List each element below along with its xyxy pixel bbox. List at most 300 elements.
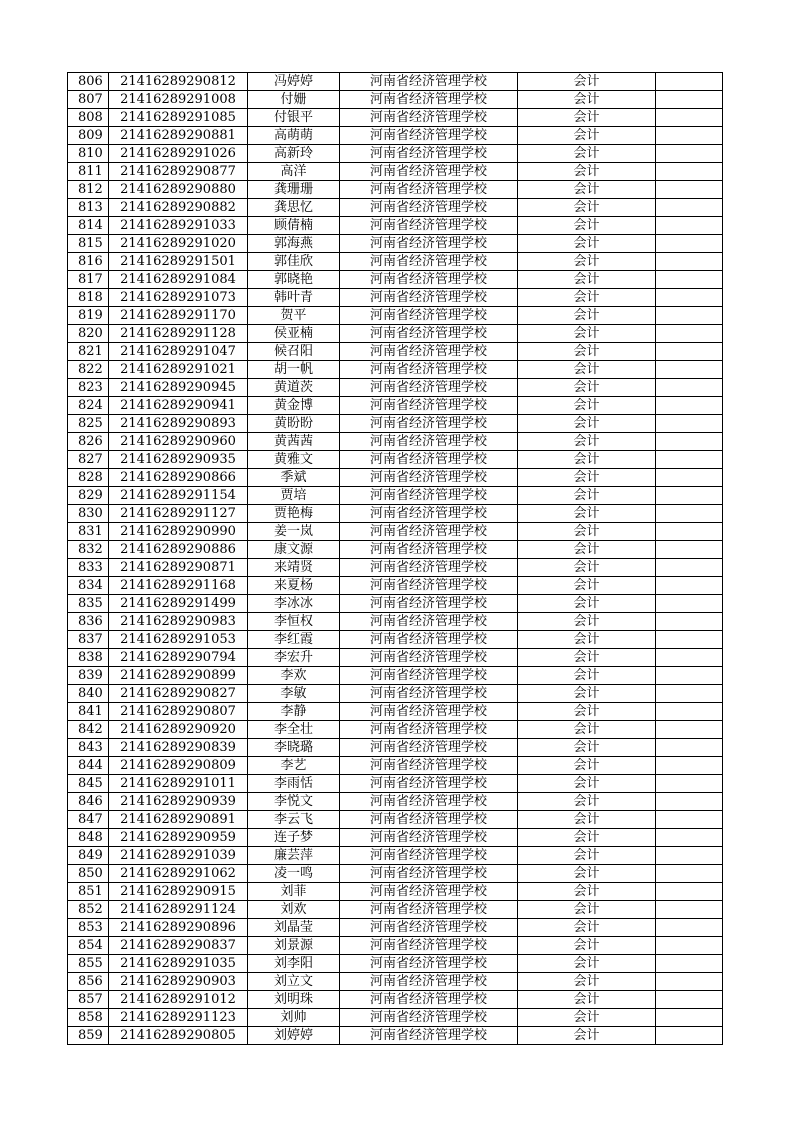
table-row xyxy=(68,91,723,109)
school-cell: 河南省经济管理学校 xyxy=(340,865,518,883)
seq-cell: 820 xyxy=(68,325,109,343)
note-cell xyxy=(656,415,723,433)
student-list-table xyxy=(67,72,723,1045)
student-name-cell: 刘立文 xyxy=(248,973,340,991)
note-cell xyxy=(656,955,723,973)
exam-id-cell: 21416289290959 xyxy=(109,829,248,847)
major-cell: 会计 xyxy=(518,649,656,667)
table-row xyxy=(68,523,723,541)
exam-id-cell: 21416289291039 xyxy=(109,847,248,865)
seq-cell: 850 xyxy=(68,865,109,883)
student-name-cell: 刘李阳 xyxy=(248,955,340,973)
exam-id-cell: 21416289291033 xyxy=(109,217,248,235)
student-name-cell: 胡一帆 xyxy=(248,361,340,379)
note-cell xyxy=(656,721,723,739)
seq-cell: 856 xyxy=(68,973,109,991)
major-cell: 会计 xyxy=(518,775,656,793)
seq-cell: 817 xyxy=(68,271,109,289)
note-cell xyxy=(656,271,723,289)
exam-id-cell: 21416289290893 xyxy=(109,415,248,433)
note-cell xyxy=(656,1009,723,1027)
seq-cell: 849 xyxy=(68,847,109,865)
school-cell: 河南省经济管理学校 xyxy=(340,415,518,433)
seq-cell: 859 xyxy=(68,1027,109,1045)
student-name-cell: 顾倩楠 xyxy=(248,217,340,235)
note-cell xyxy=(656,847,723,865)
note-cell xyxy=(656,451,723,469)
table-row xyxy=(68,325,723,343)
note-cell xyxy=(656,613,723,631)
table-row xyxy=(68,163,723,181)
note-cell xyxy=(656,559,723,577)
school-cell: 河南省经济管理学校 xyxy=(340,343,518,361)
seq-cell: 836 xyxy=(68,613,109,631)
student-name-cell: 黄雅文 xyxy=(248,451,340,469)
note-cell xyxy=(656,703,723,721)
exam-id-cell: 21416289290891 xyxy=(109,811,248,829)
major-cell: 会计 xyxy=(518,631,656,649)
school-cell: 河南省经济管理学校 xyxy=(340,199,518,217)
school-cell: 河南省经济管理学校 xyxy=(340,325,518,343)
school-cell: 河南省经济管理学校 xyxy=(340,883,518,901)
note-cell xyxy=(656,433,723,451)
table-row xyxy=(68,793,723,811)
seq-cell: 831 xyxy=(68,523,109,541)
exam-id-cell: 21416289290880 xyxy=(109,181,248,199)
school-cell: 河南省经济管理学校 xyxy=(340,469,518,487)
student-name-cell: 侯亚楠 xyxy=(248,325,340,343)
student-name-cell: 付银平 xyxy=(248,109,340,127)
table-row xyxy=(68,595,723,613)
note-cell xyxy=(656,739,723,757)
exam-id-cell: 21416289290866 xyxy=(109,469,248,487)
table-row xyxy=(68,235,723,253)
exam-id-cell: 21416289291499 xyxy=(109,595,248,613)
student-name-cell: 连子梦 xyxy=(248,829,340,847)
seq-cell: 828 xyxy=(68,469,109,487)
note-cell xyxy=(656,631,723,649)
exam-id-cell: 21416289291128 xyxy=(109,325,248,343)
seq-cell: 824 xyxy=(68,397,109,415)
note-cell xyxy=(656,811,723,829)
table-row xyxy=(68,991,723,1009)
school-cell: 河南省经济管理学校 xyxy=(340,91,518,109)
note-cell xyxy=(656,181,723,199)
table-row xyxy=(68,721,723,739)
exam-id-cell: 21416289290877 xyxy=(109,163,248,181)
student-name-cell: 黄金博 xyxy=(248,397,340,415)
major-cell: 会计 xyxy=(518,505,656,523)
school-cell: 河南省经济管理学校 xyxy=(340,127,518,145)
seq-cell: 844 xyxy=(68,757,109,775)
seq-cell: 858 xyxy=(68,1009,109,1027)
exam-id-cell: 21416289290899 xyxy=(109,667,248,685)
exam-id-cell: 21416289291035 xyxy=(109,955,248,973)
major-cell: 会计 xyxy=(518,559,656,577)
major-cell: 会计 xyxy=(518,937,656,955)
school-cell: 河南省经济管理学校 xyxy=(340,775,518,793)
school-cell: 河南省经济管理学校 xyxy=(340,163,518,181)
note-cell xyxy=(656,217,723,235)
note-cell xyxy=(656,901,723,919)
seq-cell: 833 xyxy=(68,559,109,577)
student-name-cell: 黄盼盼 xyxy=(248,415,340,433)
exam-id-cell: 21416289291084 xyxy=(109,271,248,289)
exam-id-cell: 21416289291127 xyxy=(109,505,248,523)
note-cell xyxy=(656,883,723,901)
school-cell: 河南省经济管理学校 xyxy=(340,811,518,829)
exam-id-cell: 21416289291073 xyxy=(109,289,248,307)
student-name-cell: 付姗 xyxy=(248,91,340,109)
seq-cell: 851 xyxy=(68,883,109,901)
major-cell: 会计 xyxy=(518,577,656,595)
school-cell: 河南省经济管理学校 xyxy=(340,739,518,757)
school-cell: 河南省经济管理学校 xyxy=(340,433,518,451)
school-cell: 河南省经济管理学校 xyxy=(340,793,518,811)
note-cell xyxy=(656,361,723,379)
table-row xyxy=(68,541,723,559)
major-cell: 会计 xyxy=(518,685,656,703)
major-cell: 会计 xyxy=(518,703,656,721)
student-name-cell: 李欢 xyxy=(248,667,340,685)
major-cell: 会计 xyxy=(518,865,656,883)
table-row xyxy=(68,811,723,829)
school-cell: 河南省经济管理学校 xyxy=(340,703,518,721)
table-row xyxy=(68,217,723,235)
school-cell: 河南省经济管理学校 xyxy=(340,217,518,235)
exam-id-cell: 21416289291011 xyxy=(109,775,248,793)
student-name-cell: 李红霞 xyxy=(248,631,340,649)
seq-cell: 818 xyxy=(68,289,109,307)
note-cell xyxy=(656,829,723,847)
exam-id-cell: 21416289291053 xyxy=(109,631,248,649)
table-row xyxy=(68,361,723,379)
exam-id-cell: 21416289291026 xyxy=(109,145,248,163)
student-name-cell: 廉芸萍 xyxy=(248,847,340,865)
note-cell xyxy=(656,91,723,109)
seq-cell: 841 xyxy=(68,703,109,721)
seq-cell: 839 xyxy=(68,667,109,685)
table-row xyxy=(68,1009,723,1027)
school-cell: 河南省经济管理学校 xyxy=(340,109,518,127)
major-cell: 会计 xyxy=(518,847,656,865)
student-name-cell: 高新玲 xyxy=(248,145,340,163)
seq-cell: 829 xyxy=(68,487,109,505)
student-name-cell: 高萌萌 xyxy=(248,127,340,145)
school-cell: 河南省经济管理学校 xyxy=(340,1027,518,1045)
exam-id-cell: 21416289290903 xyxy=(109,973,248,991)
student-name-cell: 黄茜茜 xyxy=(248,433,340,451)
table-row xyxy=(68,649,723,667)
note-cell xyxy=(656,1027,723,1045)
school-cell: 河南省经济管理学校 xyxy=(340,649,518,667)
exam-id-cell: 21416289291021 xyxy=(109,361,248,379)
table-row xyxy=(68,145,723,163)
student-name-cell: 康文源 xyxy=(248,541,340,559)
exam-id-cell: 21416289290960 xyxy=(109,433,248,451)
table-row xyxy=(68,469,723,487)
note-cell xyxy=(656,127,723,145)
school-cell: 河南省经济管理学校 xyxy=(340,289,518,307)
exam-id-cell: 21416289291154 xyxy=(109,487,248,505)
table-row xyxy=(68,271,723,289)
major-cell: 会计 xyxy=(518,307,656,325)
note-cell xyxy=(656,253,723,271)
major-cell: 会计 xyxy=(518,415,656,433)
school-cell: 河南省经济管理学校 xyxy=(340,757,518,775)
major-cell: 会计 xyxy=(518,919,656,937)
major-cell: 会计 xyxy=(518,343,656,361)
seq-cell: 846 xyxy=(68,793,109,811)
major-cell: 会计 xyxy=(518,811,656,829)
exam-id-cell: 21416289290809 xyxy=(109,757,248,775)
seq-cell: 810 xyxy=(68,145,109,163)
exam-id-cell: 21416289290915 xyxy=(109,883,248,901)
school-cell: 河南省经济管理学校 xyxy=(340,451,518,469)
note-cell xyxy=(656,649,723,667)
exam-id-cell: 21416289290939 xyxy=(109,793,248,811)
note-cell xyxy=(656,109,723,127)
note-cell xyxy=(656,775,723,793)
exam-id-cell: 21416289290945 xyxy=(109,379,248,397)
student-name-cell: 李云飞 xyxy=(248,811,340,829)
seq-cell: 848 xyxy=(68,829,109,847)
exam-id-cell: 21416289290812 xyxy=(109,73,248,91)
major-cell: 会计 xyxy=(518,379,656,397)
seq-cell: 813 xyxy=(68,199,109,217)
student-name-cell: 候召阳 xyxy=(248,343,340,361)
student-name-cell: 刘帅 xyxy=(248,1009,340,1027)
exam-id-cell: 21416289290983 xyxy=(109,613,248,631)
major-cell: 会计 xyxy=(518,361,656,379)
student-name-cell: 刘欢 xyxy=(248,901,340,919)
major-cell: 会计 xyxy=(518,199,656,217)
table-row xyxy=(68,757,723,775)
student-name-cell: 郭佳欣 xyxy=(248,253,340,271)
school-cell: 河南省经济管理学校 xyxy=(340,271,518,289)
major-cell: 会计 xyxy=(518,829,656,847)
school-cell: 河南省经济管理学校 xyxy=(340,667,518,685)
major-cell: 会计 xyxy=(518,757,656,775)
exam-id-cell: 21416289290827 xyxy=(109,685,248,703)
school-cell: 河南省经济管理学校 xyxy=(340,901,518,919)
exam-id-cell: 21416289290941 xyxy=(109,397,248,415)
school-cell: 河南省经济管理学校 xyxy=(340,595,518,613)
student-name-cell: 姜一岚 xyxy=(248,523,340,541)
exam-id-cell: 21416289291124 xyxy=(109,901,248,919)
seq-cell: 827 xyxy=(68,451,109,469)
exam-id-cell: 21416289290935 xyxy=(109,451,248,469)
table-row xyxy=(68,865,723,883)
seq-cell: 821 xyxy=(68,343,109,361)
exam-id-cell: 21416289290837 xyxy=(109,937,248,955)
note-cell xyxy=(656,307,723,325)
student-name-cell: 刘景源 xyxy=(248,937,340,955)
note-cell xyxy=(656,379,723,397)
student-name-cell: 季斌 xyxy=(248,469,340,487)
student-name-cell: 贾艳梅 xyxy=(248,505,340,523)
school-cell: 河南省经济管理学校 xyxy=(340,361,518,379)
note-cell xyxy=(656,163,723,181)
student-name-cell: 凌一鸣 xyxy=(248,865,340,883)
seq-cell: 816 xyxy=(68,253,109,271)
note-cell xyxy=(656,343,723,361)
student-name-cell: 李宏升 xyxy=(248,649,340,667)
exam-id-cell: 21416289291020 xyxy=(109,235,248,253)
note-cell xyxy=(656,289,723,307)
school-cell: 河南省经济管理学校 xyxy=(340,181,518,199)
seq-cell: 840 xyxy=(68,685,109,703)
exam-id-cell: 21416289291085 xyxy=(109,109,248,127)
major-cell: 会计 xyxy=(518,433,656,451)
major-cell: 会计 xyxy=(518,1009,656,1027)
major-cell: 会计 xyxy=(518,973,656,991)
school-cell: 河南省经济管理学校 xyxy=(340,685,518,703)
note-cell xyxy=(656,73,723,91)
table-row xyxy=(68,127,723,145)
table-row xyxy=(68,847,723,865)
major-cell: 会计 xyxy=(518,883,656,901)
exam-id-cell: 21416289290896 xyxy=(109,919,248,937)
major-cell: 会计 xyxy=(518,181,656,199)
table-row xyxy=(68,487,723,505)
school-cell: 河南省经济管理学校 xyxy=(340,937,518,955)
note-cell xyxy=(656,685,723,703)
note-cell xyxy=(656,487,723,505)
major-cell: 会计 xyxy=(518,253,656,271)
major-cell: 会计 xyxy=(518,451,656,469)
student-name-cell: 李雨恬 xyxy=(248,775,340,793)
student-name-cell: 郭晓艳 xyxy=(248,271,340,289)
school-cell: 河南省经济管理学校 xyxy=(340,955,518,973)
table-row xyxy=(68,109,723,127)
exam-id-cell: 21416289290805 xyxy=(109,1027,248,1045)
exam-id-cell: 21416289290807 xyxy=(109,703,248,721)
major-cell: 会计 xyxy=(518,325,656,343)
major-cell: 会计 xyxy=(518,127,656,145)
note-cell xyxy=(656,541,723,559)
seq-cell: 822 xyxy=(68,361,109,379)
major-cell: 会计 xyxy=(518,739,656,757)
seq-cell: 855 xyxy=(68,955,109,973)
student-name-cell: 冯婷婷 xyxy=(248,73,340,91)
school-cell: 河南省经济管理学校 xyxy=(340,487,518,505)
student-name-cell: 郭海燕 xyxy=(248,235,340,253)
seq-cell: 806 xyxy=(68,73,109,91)
table-row xyxy=(68,739,723,757)
seq-cell: 809 xyxy=(68,127,109,145)
table-row xyxy=(68,667,723,685)
student-name-cell: 贺平 xyxy=(248,307,340,325)
table-row xyxy=(68,451,723,469)
note-cell xyxy=(656,991,723,1009)
table-row xyxy=(68,685,723,703)
exam-id-cell: 21416289290990 xyxy=(109,523,248,541)
seq-cell: 838 xyxy=(68,649,109,667)
student-name-cell: 来夏杨 xyxy=(248,577,340,595)
seq-cell: 819 xyxy=(68,307,109,325)
table-row xyxy=(68,73,723,91)
seq-cell: 835 xyxy=(68,595,109,613)
note-cell xyxy=(656,145,723,163)
major-cell: 会计 xyxy=(518,955,656,973)
student-name-cell: 刘婷婷 xyxy=(248,1027,340,1045)
note-cell xyxy=(656,919,723,937)
student-name-cell: 李悦文 xyxy=(248,793,340,811)
student-name-cell: 李冰冰 xyxy=(248,595,340,613)
student-name-cell: 李静 xyxy=(248,703,340,721)
major-cell: 会计 xyxy=(518,487,656,505)
exam-id-cell: 21416289291168 xyxy=(109,577,248,595)
major-cell: 会计 xyxy=(518,469,656,487)
note-cell xyxy=(656,793,723,811)
major-cell: 会计 xyxy=(518,145,656,163)
table-row xyxy=(68,253,723,271)
table-row xyxy=(68,775,723,793)
table-row xyxy=(68,919,723,937)
seq-cell: 808 xyxy=(68,109,109,127)
school-cell: 河南省经济管理学校 xyxy=(340,541,518,559)
seq-cell: 815 xyxy=(68,235,109,253)
student-name-cell: 李艺 xyxy=(248,757,340,775)
exam-id-cell: 21416289290794 xyxy=(109,649,248,667)
seq-cell: 847 xyxy=(68,811,109,829)
table-row xyxy=(68,343,723,361)
seq-cell: 825 xyxy=(68,415,109,433)
note-cell xyxy=(656,577,723,595)
student-name-cell: 来靖贤 xyxy=(248,559,340,577)
note-cell xyxy=(656,667,723,685)
school-cell: 河南省经济管理学校 xyxy=(340,505,518,523)
note-cell xyxy=(656,505,723,523)
major-cell: 会计 xyxy=(518,289,656,307)
major-cell: 会计 xyxy=(518,541,656,559)
seq-cell: 807 xyxy=(68,91,109,109)
student-name-cell: 龚思忆 xyxy=(248,199,340,217)
note-cell xyxy=(656,469,723,487)
school-cell: 河南省经济管理学校 xyxy=(340,973,518,991)
table-row xyxy=(68,901,723,919)
exam-id-cell: 21416289291501 xyxy=(109,253,248,271)
table-row xyxy=(68,703,723,721)
note-cell xyxy=(656,199,723,217)
major-cell: 会计 xyxy=(518,721,656,739)
exam-id-cell: 21416289291008 xyxy=(109,91,248,109)
major-cell: 会计 xyxy=(518,667,656,685)
school-cell: 河南省经济管理学校 xyxy=(340,919,518,937)
student-name-cell: 李全壮 xyxy=(248,721,340,739)
table-row xyxy=(68,829,723,847)
note-cell xyxy=(656,937,723,955)
school-cell: 河南省经济管理学校 xyxy=(340,577,518,595)
table-row xyxy=(68,307,723,325)
note-cell xyxy=(656,757,723,775)
seq-cell: 830 xyxy=(68,505,109,523)
major-cell: 会计 xyxy=(518,613,656,631)
table-row xyxy=(68,181,723,199)
school-cell: 河南省经济管理学校 xyxy=(340,235,518,253)
major-cell: 会计 xyxy=(518,595,656,613)
school-cell: 河南省经济管理学校 xyxy=(340,379,518,397)
exam-id-cell: 21416289290882 xyxy=(109,199,248,217)
exam-id-cell: 21416289291062 xyxy=(109,865,248,883)
student-name-cell: 高洋 xyxy=(248,163,340,181)
note-cell xyxy=(656,397,723,415)
major-cell: 会计 xyxy=(518,163,656,181)
student-name-cell: 李敏 xyxy=(248,685,340,703)
school-cell: 河南省经济管理学校 xyxy=(340,847,518,865)
major-cell: 会计 xyxy=(518,1027,656,1045)
